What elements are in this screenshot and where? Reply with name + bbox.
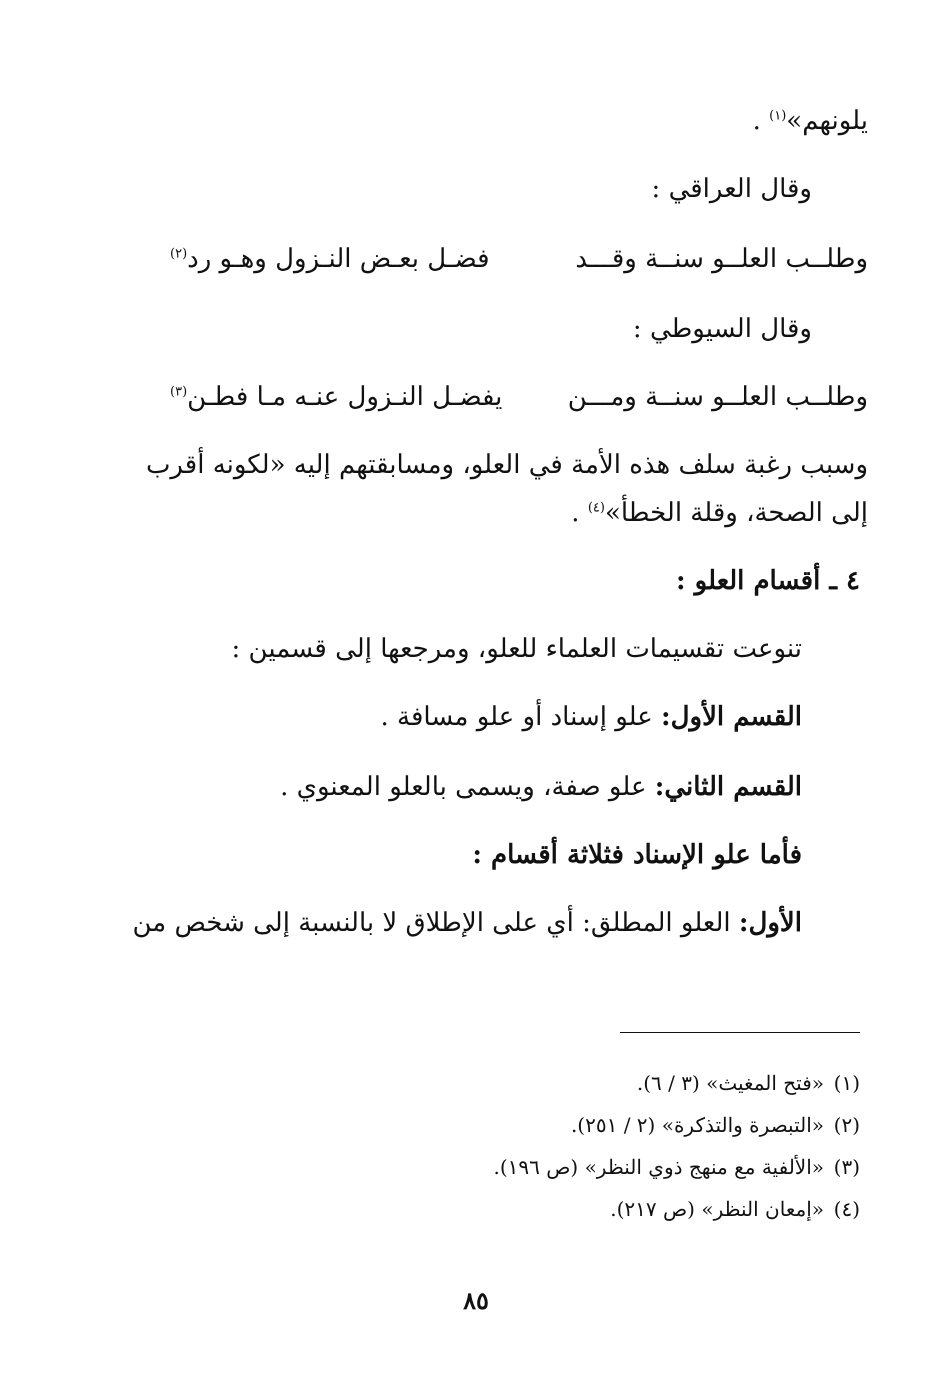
paragraph-1-end: . xyxy=(571,498,588,528)
text-line-1-end: . xyxy=(752,106,770,136)
verse-1-first-hemistich: وطلــب العلــو سنــة وقـــد xyxy=(575,244,868,274)
text-line-4: وقال السيوطي : xyxy=(632,314,812,344)
footnote-3-text: «الألفية مع منهج ذوي النظر» (ص ١٩٦). xyxy=(493,1155,824,1179)
division-first-label: القسم الأول: xyxy=(661,702,802,732)
footnote-2-text: «التبصرة والتذكرة» (٢ / ٢٥١). xyxy=(570,1113,824,1137)
type-first-text: العلو المطلق: أي على الإطلاق لا بالنسبة إلى شخص من xyxy=(132,908,739,938)
footnote-1-text: «فتح المغيث» (٣ / ٦). xyxy=(636,1071,824,1095)
footnote-4-text: «إمعان النظر» (ص ٢١٧). xyxy=(610,1197,824,1221)
paragraph-1-line-1: وسبب رغبة سلف هذه الأمة في العلو، ومسابقتهم إليه «لكونه أقرب xyxy=(145,450,868,480)
footnote-3 xyxy=(493,1154,860,1180)
division-second-label: القسم الثاني: xyxy=(654,772,802,802)
footnote-4 xyxy=(610,1196,860,1222)
verse-2 xyxy=(0,380,952,420)
verse-1-second-hemistich xyxy=(170,242,490,276)
text-line-1-content: يلونهم» xyxy=(786,106,868,136)
verse-2-second-text: يفضـل النـزول عنـه مـا فطـن xyxy=(187,382,503,412)
paragraph-1-line-2 xyxy=(571,496,868,530)
verse-1-second-text: فضـل بعـض النـزول وهـو رد xyxy=(187,244,490,274)
footnote-1-number: (١) xyxy=(833,1071,860,1095)
division-first-text: علو إسناد أو علو مسافة . xyxy=(380,702,662,732)
footnote-ref-2: (٢) xyxy=(170,246,188,262)
section-heading: ٤ ـ أقسام العلو : xyxy=(676,566,860,596)
footnote-separator xyxy=(620,1032,860,1033)
text-line-1 xyxy=(753,104,868,138)
verse-1 xyxy=(0,242,952,282)
text-line-10 xyxy=(381,700,802,734)
footnote-2-number: (٢) xyxy=(833,1113,860,1137)
verse-2-first-hemistich: وطلــب العلــو سنــة ومـــن xyxy=(567,382,868,412)
footnote-2 xyxy=(571,1112,860,1138)
division-second-text: علو صفة، ويسمى بالعلو المعنوي . xyxy=(280,772,655,802)
footnote-1 xyxy=(637,1070,860,1096)
type-first-label: الأول: xyxy=(738,908,802,938)
text-line-13 xyxy=(132,906,802,940)
page-number: ٨٥ xyxy=(463,1286,489,1315)
footnote-3-number: (٣) xyxy=(833,1155,860,1179)
verse-2-second-hemistich xyxy=(170,380,502,414)
footnote-ref-4: (٤) xyxy=(587,500,605,516)
footnote-ref-1: (١) xyxy=(769,108,787,124)
text-line-11 xyxy=(280,770,802,804)
paragraph-1-line-2-content: إلى الصحة، وقلة الخطأ» xyxy=(604,498,868,528)
text-line-9: تنوعت تقسيمات العلماء للعلو، ومرجعها إلى قسمين : xyxy=(231,634,802,664)
text-line-12: فأما علو الإسناد فثلاثة أقسام : xyxy=(472,840,802,870)
footnote-ref-3: (٣) xyxy=(170,384,188,400)
footnote-4-number: (٤) xyxy=(833,1197,860,1221)
text-line-2: وقال العراقي : xyxy=(651,174,812,204)
